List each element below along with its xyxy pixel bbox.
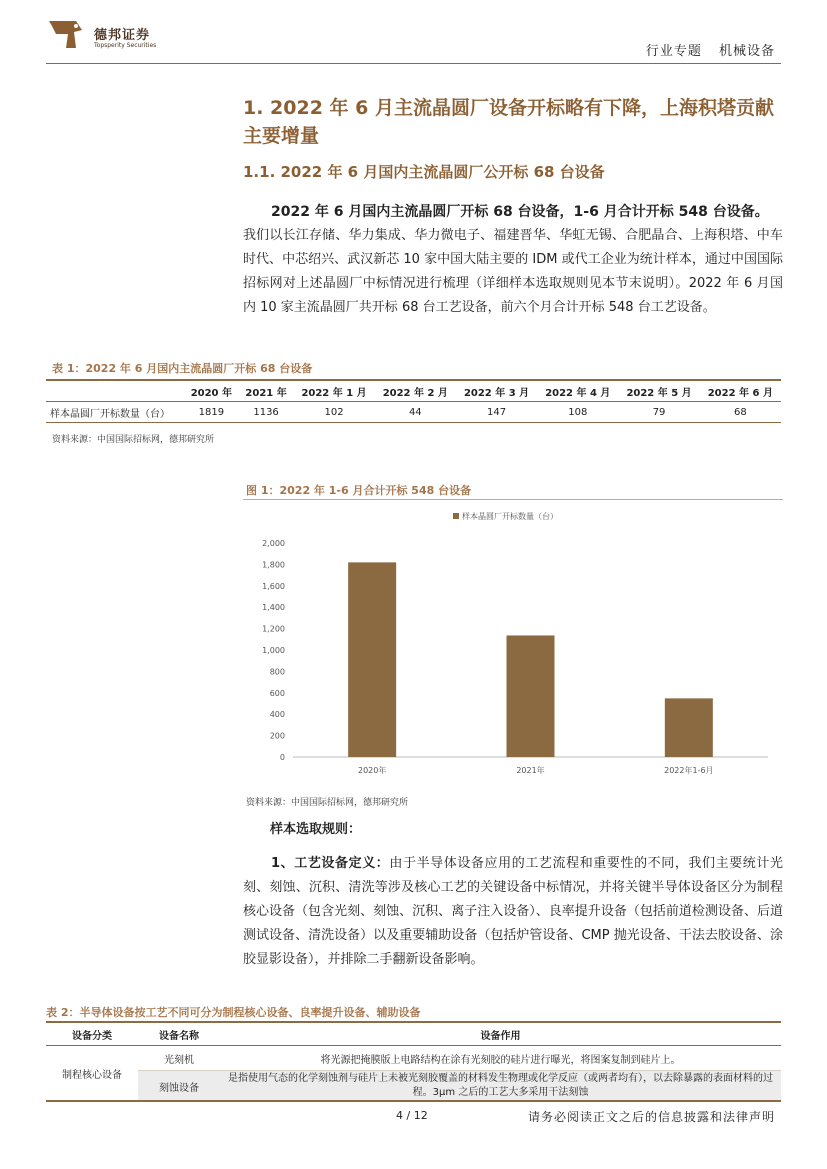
table-header-cell: 2021 年 bbox=[239, 380, 294, 402]
table-header-cell: 2020 年 bbox=[184, 380, 239, 402]
footer-divider bbox=[46, 1100, 781, 1101]
group-cell: 制程核心设备 bbox=[46, 1046, 138, 1102]
table-row bbox=[46, 1046, 781, 1071]
table-header-cell: 设备作用 bbox=[220, 1022, 781, 1046]
x-tick-label: 2022年1-6月 bbox=[664, 766, 714, 775]
x-tick-label: 2020年 bbox=[357, 766, 387, 775]
device-function: 将光源把掩膜版上电路结构在涂有光刻胶的硅片进行曝光，将图案复制到硅片上。 bbox=[220, 1046, 781, 1071]
table-cell: 44 bbox=[375, 402, 456, 423]
section-title: 1. 2022 年 6 月主流晶圆厂设备开标略有下降，上海积塔贡献主要增量 bbox=[243, 97, 774, 147]
table-header-cell: 2022 年 1 月 bbox=[293, 380, 374, 402]
table1-caption: 表 1：2022 年 6 月国内主流晶圆厂开标 68 台设备 bbox=[52, 362, 313, 375]
table1-header-row bbox=[46, 380, 781, 402]
y-tick-label: 600 bbox=[269, 688, 285, 698]
table2-caption: 表 2：半导体设备按工艺不同可分为制程核心设备、良率提升设备、辅助设备 bbox=[46, 1006, 421, 1019]
logo-english-name: Topsperity Securities bbox=[94, 42, 157, 49]
table-cell: 1136 bbox=[239, 402, 294, 423]
table1 bbox=[46, 379, 781, 423]
device-name: 刻蚀设备 bbox=[138, 1071, 220, 1102]
device-function: 是指使用气态的化学刻蚀剂与硅片上未被光刻胶覆盖的材料发生物理或化学反应（或两者均有），以去除暴露的表面材料的过程。3μm 之后的工艺大多采用干法刻蚀 bbox=[220, 1071, 781, 1102]
table-header-cell: 2022 年 4 月 bbox=[537, 380, 618, 402]
y-tick-label: 800 bbox=[269, 667, 285, 677]
y-tick-label: 0 bbox=[279, 753, 285, 762]
figure1-caption-rule bbox=[243, 499, 783, 500]
lead-sentence: 2022 年 6 月国内主流晶圆厂开标 68 台设备，1-6 月合计开标 548 台设备。 bbox=[271, 204, 769, 220]
table-header-cell: 2022 年 6 月 bbox=[700, 380, 781, 402]
y-tick-label: 2,000 bbox=[262, 539, 285, 548]
figure1-caption: 图 1：2022 年 1-6 月合计开标 548 台设备 bbox=[246, 484, 472, 497]
y-tick-label: 1,000 bbox=[262, 646, 285, 655]
figure1-source: 资料来源：中国国际招标网，德邦研究所 bbox=[246, 798, 409, 808]
intro-paragraph bbox=[243, 200, 783, 320]
header-divider bbox=[46, 63, 781, 64]
footer-disclaimer: 请务必阅读正文之后的信息披露和法律声明 bbox=[527, 1110, 775, 1124]
table-cell: 79 bbox=[618, 402, 699, 423]
y-tick-label: 400 bbox=[269, 710, 285, 720]
company-logo-icon bbox=[46, 18, 86, 52]
y-tick-label: 1,800 bbox=[262, 560, 285, 570]
table-header-cell: 2022 年 2 月 bbox=[375, 380, 456, 402]
page-number: 4 / 12 bbox=[396, 1109, 428, 1122]
rules-paragraph bbox=[243, 852, 783, 972]
table-cell: 108 bbox=[537, 402, 618, 423]
row-label: 样本晶圆厂开标数量（台） bbox=[46, 402, 184, 423]
table-header-cell: 设备名称 bbox=[138, 1022, 220, 1046]
bar bbox=[348, 562, 396, 757]
rule1-text: 由于半导体设备应用的工艺流程和重要性的不同，我们主要统计光刻、刻蚀、沉积、清洗等涉及核心工艺的关键设备中标情况，并将关键半导体设备区分为制程核心设备（包含光刻、刻蚀、沉积、离子注入设备）、良率提升设备（包括前道检测设备、后道测试设备、清洗设备）以及重要辅助设备（包括炉管设备、CMP 抛光设备、干法去胶设备、涂胶显影设备），并排除二手翻新设备影响。 bbox=[243, 856, 783, 967]
table-header-cell bbox=[46, 380, 184, 402]
header-category: 行业专题 bbox=[645, 44, 702, 59]
bar bbox=[507, 635, 555, 757]
header-sector: 机械设备 bbox=[718, 44, 775, 59]
table-cell: 102 bbox=[293, 402, 374, 423]
device-name: 光刻机 bbox=[138, 1046, 220, 1071]
table-header-cell: 2022 年 5 月 bbox=[618, 380, 699, 402]
table2-header-row bbox=[46, 1022, 781, 1046]
y-tick-label: 1,600 bbox=[262, 581, 285, 591]
legend-label: 样本晶圆厂开标数量（台） bbox=[462, 512, 558, 521]
bar bbox=[665, 698, 713, 757]
subsection-title: 1.1. 2022 年 6 月国内主流晶圆厂公开标 68 台设备 bbox=[243, 163, 605, 181]
table-row bbox=[46, 1071, 781, 1102]
table1-source: 资料来源：中国国际招标网，德邦研究所 bbox=[52, 435, 215, 445]
x-tick-label: 2021年 bbox=[516, 766, 545, 775]
table-header-cell: 2022 年 3 月 bbox=[456, 380, 537, 402]
legend-swatch bbox=[453, 513, 459, 519]
header-tags bbox=[634, 40, 775, 59]
table-cell: 147 bbox=[456, 402, 537, 423]
rules-title: 样本选取规则： bbox=[270, 822, 362, 837]
table-cell: 1819 bbox=[184, 402, 239, 423]
y-tick-label: 1,200 bbox=[262, 624, 285, 634]
y-tick-label: 1,400 bbox=[262, 603, 285, 613]
table-header-cell: 设备分类 bbox=[46, 1022, 138, 1046]
y-tick-label: 200 bbox=[269, 731, 285, 741]
rule1-label: 1、工艺设备定义： bbox=[271, 856, 390, 871]
logo-chinese-name: 德邦证券 bbox=[94, 28, 151, 43]
body-text: 我们以长江存储、华力集成、华力微电子、福建晋华、华虹无锡、合肥晶合、上海积塔、中车时代、中芯绍兴、武汉新芯 10 家中国大陆主要的 IDM 或代工企业为统计样本，通过中国国际招标网对上述晶圆厂中标情况进行梳理（详细样本选取规则见本节末说明）。2022 年 6 月国内 10 家主流晶圆厂共开标 68 台工艺设备，前六个月合计开标 548 台工艺设备。 bbox=[243, 228, 783, 315]
table2 bbox=[46, 1021, 781, 1102]
table-row bbox=[46, 402, 781, 423]
bar-chart bbox=[243, 505, 783, 790]
table-cell: 68 bbox=[700, 402, 781, 423]
